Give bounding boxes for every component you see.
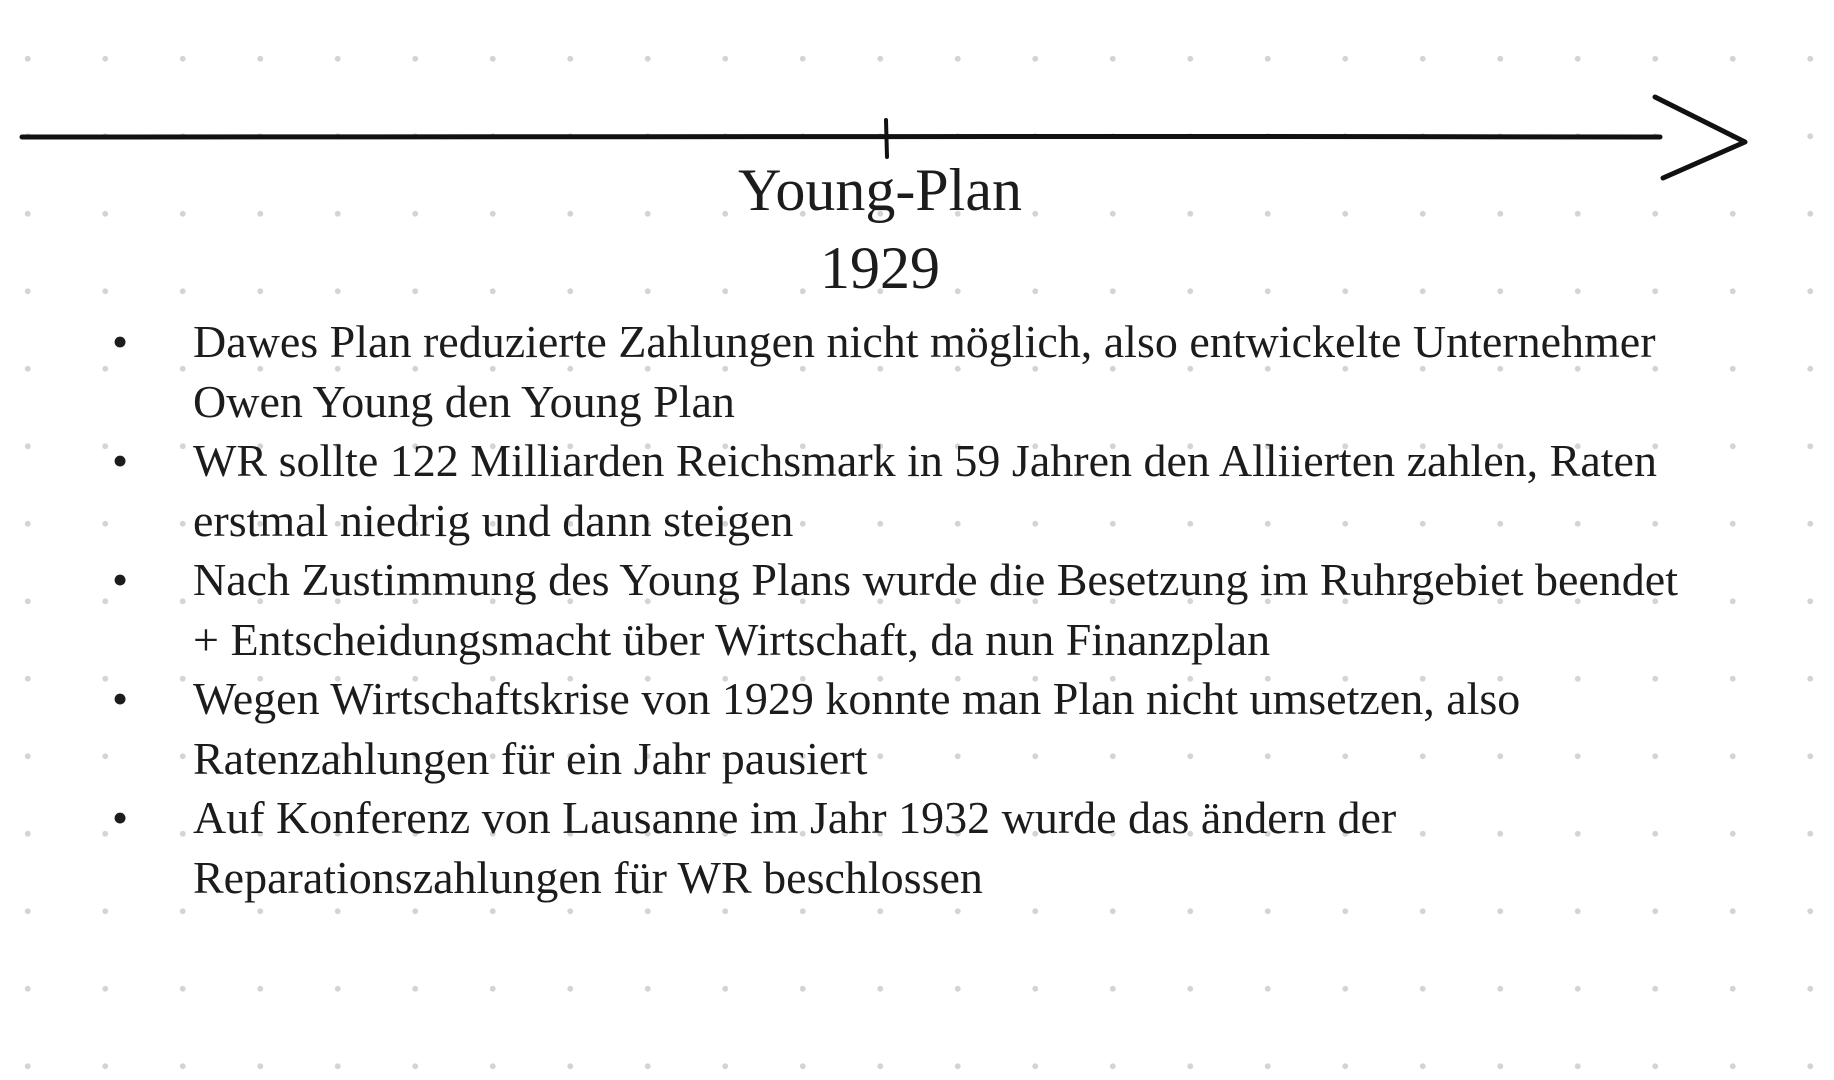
event-title: Young-Plan — [738, 157, 1022, 223]
bullet-icon: • — [112, 554, 129, 605]
bullet-text: Auf Konferenz von Lausanne im Jahr 1932 wurde das ändern der Reparationszahlungen für WR beschlossen — [193, 792, 1397, 903]
bullet-item — [110, 669, 1710, 788]
bullet-item — [110, 550, 1710, 669]
event-year: 1929 — [820, 235, 940, 301]
bullet-text: WR sollte 122 Milliarden Reichsmark in 59 Jahren den Alliierten zahlen, Raten erstmal niedrig und dann steigen — [193, 435, 1657, 546]
bullet-item — [110, 788, 1710, 907]
bullet-text: Nach Zustimmung des Young Plans wurde die Besetzung im Ruhrgebiet beendet + Entscheidungsmacht über Wirtschaft, da nun Finanzplan — [193, 554, 1679, 665]
bullet-icon: • — [112, 435, 129, 486]
bullet-text: Wegen Wirtschaftskrise von 1929 konnte man Plan nicht umsetzen, also Ratenzahlungen für ein Jahr pausiert — [193, 673, 1521, 784]
timeline-axis-line — [22, 136, 1660, 137]
bullet-icon: • — [112, 316, 129, 367]
bullet-icon: • — [112, 792, 129, 843]
bullet-list — [110, 312, 1710, 907]
bullet-text: Dawes Plan reduzierte Zahlungen nicht möglich, also entwickelte Unternehmer Owen Young den Young Plan — [193, 316, 1656, 427]
bullet-icon: • — [112, 673, 129, 724]
arrow-head-icon — [1655, 97, 1745, 178]
timeline-tick-mark — [886, 120, 887, 157]
bullet-item — [110, 431, 1710, 550]
bullet-item — [110, 312, 1710, 431]
